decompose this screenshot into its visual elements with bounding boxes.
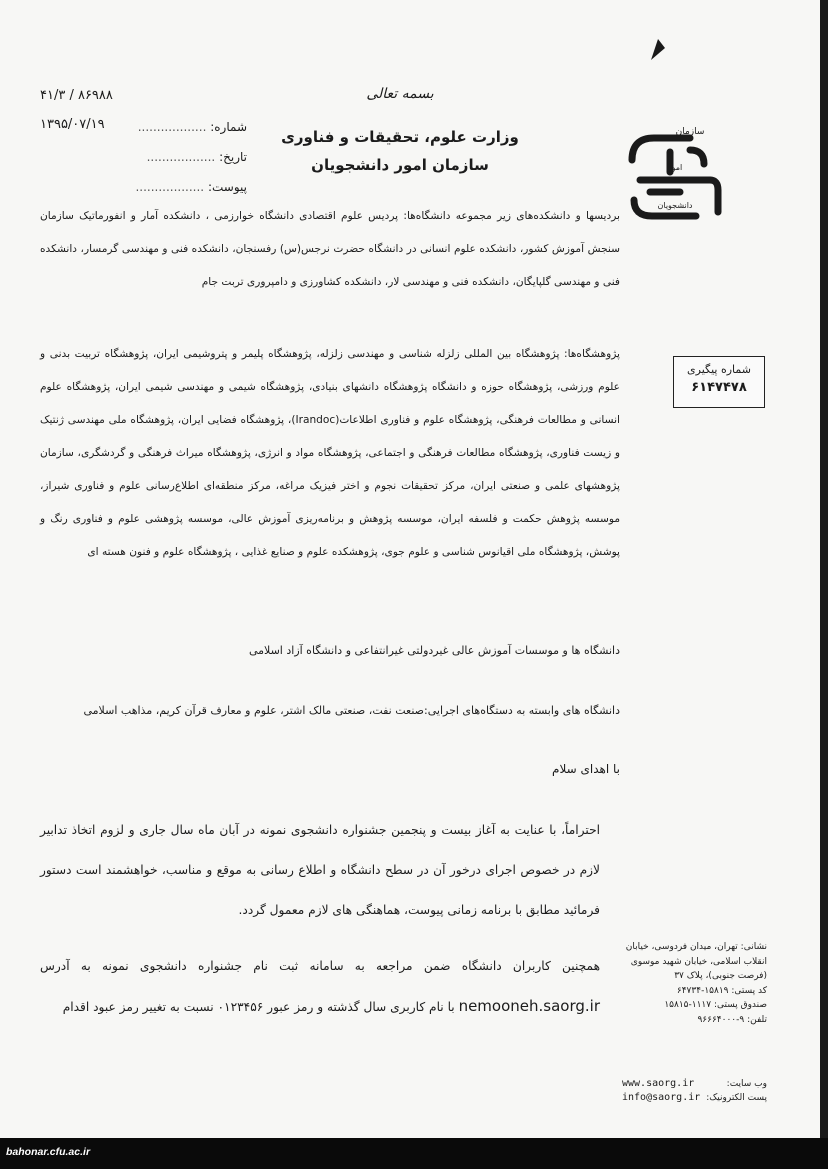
watermark-link[interactable]: bahonar.cfu.ac.ir <box>6 1146 91 1158</box>
tracking-box <box>673 356 765 408</box>
footer-band <box>0 1138 828 1169</box>
date-label: تاریخ: <box>219 150 247 164</box>
registration-url-link[interactable]: nemooneh.saorg.ir <box>458 997 600 1015</box>
attachment-label: پیوست: <box>207 180 247 194</box>
tracking-label: شماره پیگیری <box>687 363 751 376</box>
contact-info <box>622 940 767 1027</box>
date-value: ۱۳۹۵/۰۷/۱۹ <box>40 117 105 132</box>
number-row: شماره: .................. <box>137 120 247 134</box>
contact-phone: تلفن: ۹-۹۶۶۶۴۰۰۰ <box>697 1014 767 1025</box>
website-link[interactable]: www.saorg.ir <box>622 1078 695 1089</box>
scan-edge <box>820 0 828 1138</box>
letter-paragraph-1: احتراماً، با عنایت به آغاز بیست و پنجمین جشنواره دانشجوی نمونه در آبان ماه سال جاری و لزوم اتخاذ تدابیر لازم در خصوص اجرای درخور آن در سطح دانشگاه و اطلاع رسانی به موقع و مناسب، خواهشمند است دستور فرمائید مطابق با برنامه زمانی پیوست، هماهنگی های لازم معمول گردد. <box>40 823 600 917</box>
contact-postal-code: کد پستی: ۱۵۸۱۹-۶۴۷۳۴ <box>676 985 767 996</box>
addressees-campuses: بردیسها و دانشکده‌های زیر مجموعه دانشگاه‌ها: پردیس علوم اقتصادی دانشگاه خوارزمی ، دانشکده آمار و انفورماتیک سازمان سنجش آموزش کشور، دانشکده علوم انسانی در دانشگاه حضرت نرجس(س) رفسنجان، دانشکده فنی و مهندسی گرمسار، دانشکده فنی و مهندسی گلپایگان، دانشکده فنی و مهندسی لار، دانشکده کشاورزی و دامپروری تربت جام <box>40 210 620 288</box>
reference-number: ۴۱/۳ / ۸۶۹۸۸ <box>40 88 113 103</box>
tracking-value: ۶۱۴۷۴۷۸ <box>691 380 747 395</box>
paragraph-2-end: با نام کاربری سال گذشته و رمز عبور ۰۱۲۳۴۵۶ نسبت به تغییر رمز عبود اقدام <box>62 1000 455 1014</box>
greeting: با اهدای سلام <box>552 762 620 776</box>
email-link[interactable]: info@saorg.ir <box>622 1092 701 1103</box>
addressees-nongovernmental: دانشگاه ها و موسسات آموزش عالی غیردولتی غیرانتفاعی و دانشگاه آزاد اسلامی <box>248 644 620 657</box>
bismillah: بسمه تعالی <box>366 86 434 102</box>
contact-po-box: صندوق پستی: ۱۱۱۷-۱۵۸۱۵ <box>664 1000 767 1010</box>
organization-title: سازمان امور دانشجویان <box>311 156 489 174</box>
website-label: وب سایت: <box>726 1079 767 1089</box>
addressees-research-institutes: پژوهشگاه‌ها: پژوهشگاه بین المللی زلزله شناسی و مهندسی زلزله، پژوهشگاه پلیمر و پتروشیمی ایران، پژوهشگاه تربیت بدنی و علوم ورزشی، پژوهشگاه حوزه و دانشگاه پژوهشگاه دانشهای بنیادی، پژوهشگاه شیمی و مهندسی شیمی ایران، پژوهشگاه علوم انسانی و مطالعات فرهنگی، پژوهشگاه علوم و فناوری اطلاعات(Irandoc)، پژوهشگاه فضایی ایران، پژوهشگاه ملی مهندسی ژنتیک و زیست فناوری، پژوهشگاه مطالعات فرهنگی و اجتماعی، پژوهشگاه مواد و انرژی، پژوهشگاه میراث فرهنگی و گردشگری، سازمان پژوهشهای علمی و صنعتی ایران، مرکز تحقیقات نجوم و اختر فیزیک مراغه، مرکز منطقه‌ای اطلاع‌رسانی علوم و فناوری شیراز، موسسه پژوهش حکمت و فلسفه ایران، موسسه پژوهش و برنامه‌ریزی آموزش عالی، موسسه پژوهشی علوم و فناوری رنگ و پوشش، پژوهشگاه ملی اقیانوس شناسی و علوم جوی، پژوهشکده علوم و صنایع غذایی ، پژوهشگاه علوم و فنون هسته ای <box>40 348 620 558</box>
logo-text-bottom: دانشجویان <box>657 201 693 210</box>
scan-mark-icon <box>648 36 668 62</box>
number-label: شماره: <box>210 120 247 134</box>
web-contact <box>622 1077 767 1105</box>
letter-paragraph-2 <box>40 946 600 1027</box>
date-row: تاریخ: .................. <box>146 150 247 164</box>
organization-logo-icon <box>620 120 730 230</box>
ministry-title: وزارت علوم، تحقیقات و فناوری <box>281 128 519 146</box>
logo-text-mid: امور <box>667 163 683 172</box>
paragraph-2-start: همچنین کاربران دانشگاه ضمن مراجعه به سامانه ثبت نام جشنواره دانشجوی نمونه به آدرس <box>40 959 600 973</box>
addressees-affiliated: دانشگاه های وابسته به دستگاه‌های اجرایی:صنعت نفت، صنعتی مالک اشتر، علوم و معارف قرآن کریم، مذاهب اسلامی <box>83 704 620 717</box>
logo-text-top: سازمان <box>675 127 705 137</box>
email-label: پست الکترونیک: <box>706 1093 767 1103</box>
contact-address: نشانی: تهران، میدان فردوسی، خیابان انقلاب اسلامی، خیابان شهید موسوی (فرصت جنوبی)، پلاک ۳۷ <box>625 942 767 981</box>
attachment-row: پیوست: .................. <box>135 180 247 194</box>
